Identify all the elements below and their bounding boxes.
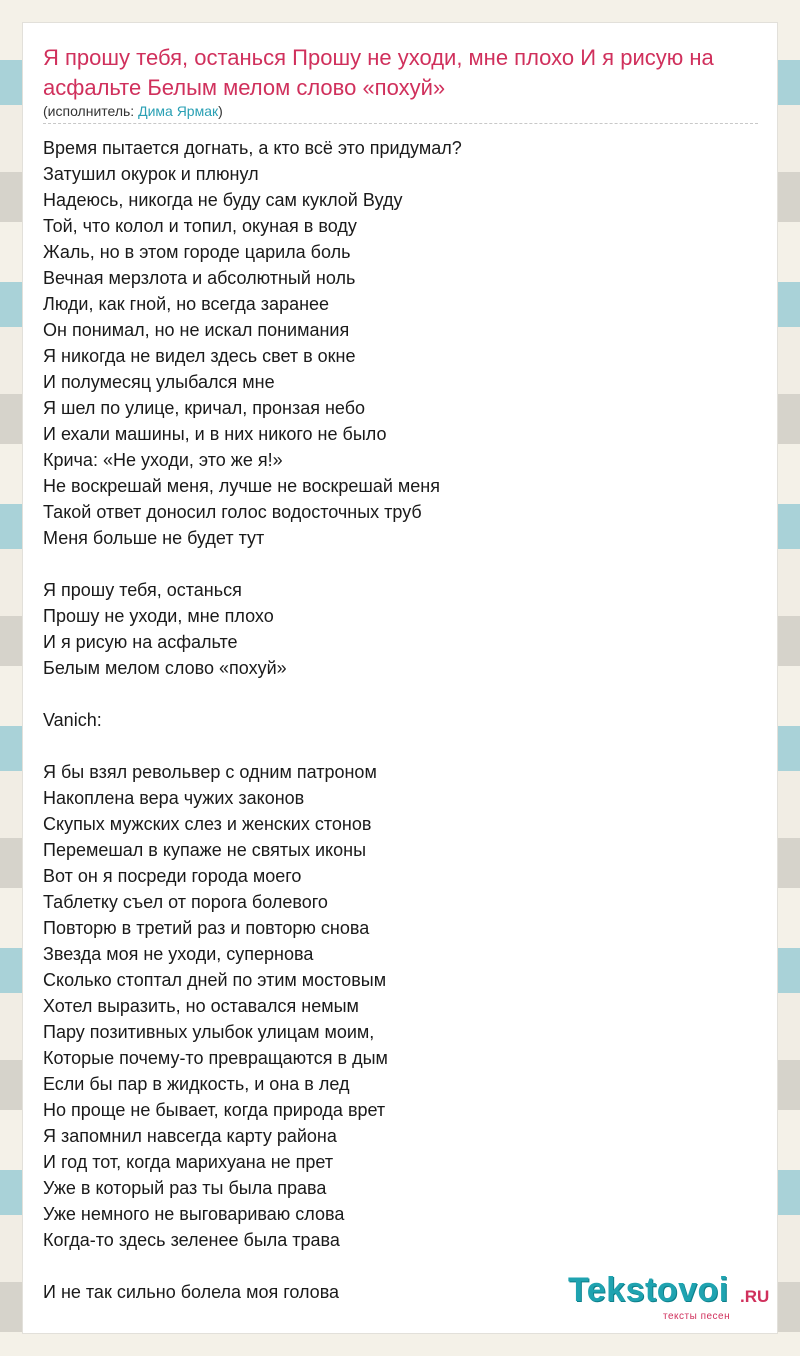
- artist-line: [43, 103, 758, 124]
- content-card: [22, 22, 778, 1334]
- lyric-line: Вот он я посреди города моего: [43, 866, 302, 886]
- lyric-line: Повторю в третий раз и повторю снова: [43, 918, 370, 938]
- lyric-line: И я рисую на асфальте: [43, 632, 238, 652]
- logo-domain: .RU: [740, 1287, 770, 1306]
- artist-prefix: (исполнитель:: [43, 103, 139, 119]
- lyric-line: Надеюсь, никогда не буду сам куклой Вуду: [43, 190, 403, 210]
- lyric-line: Таблетку съел от порога болевого: [43, 892, 328, 912]
- lyric-line: Перемешал в купаже не святых иконы: [43, 840, 367, 860]
- lyric-line: Я бы взял револьвер с одним патроном: [43, 762, 377, 782]
- lyric-line: Пару позитивных улыбок улицам моим,: [43, 1022, 375, 1042]
- lyric-line: И ехали машины, и в них никого не было: [43, 424, 387, 444]
- lyric-line: Уже немного не выговариваю слова: [43, 1204, 345, 1224]
- lyric-line: Крича: «Не уходи, это же я!»: [43, 450, 283, 470]
- lyric-line: Скупых мужских слез и женских стонов: [43, 814, 372, 834]
- lyric-line: Люди, как гной, но всегда заранее: [43, 294, 330, 314]
- artist-suffix: ): [218, 103, 223, 119]
- lyric-line: Накоплена вера чужих законов: [43, 788, 305, 808]
- lyric-line: [43, 551, 753, 577]
- site-logo[interactable]: [568, 1271, 778, 1321]
- lyric-line: Сколько стоптал дней по этим мостовым: [43, 970, 387, 990]
- lyric-line: Когда-то здесь зеленее была трава: [43, 1230, 340, 1250]
- page-title: Я прошу тебя, останься Прошу не уходи, мне плохо И я рисую на асфальте Белым мелом слово «похуй»: [43, 45, 714, 100]
- lyric-line: И год тот, когда марихуана не прет: [43, 1152, 334, 1172]
- lyrics-body: [43, 135, 753, 1305]
- lyric-line: Прошу не уходи, мне плохо: [43, 606, 274, 626]
- lyric-line: Если бы пар в жидкость, и она в лед: [43, 1074, 350, 1094]
- lyric-line: Жаль, но в этом городе царила боль: [43, 242, 351, 262]
- lyric-line: И полумесяц улыбался мне: [43, 372, 275, 392]
- lyric-line: Он понимал, но не искал понимания: [43, 320, 350, 340]
- lyric-line: Меня больше не будет тут: [43, 528, 265, 548]
- lyric-line: [43, 681, 753, 707]
- lyric-line: Не воскрешай меня, лучше не воскрешай меня: [43, 476, 440, 496]
- lyric-line: Вечная мерзлота и абсолютный ноль: [43, 268, 356, 288]
- lyric-line: Я запомнил навсегда карту района: [43, 1126, 337, 1146]
- lyric-line: Время пытается догнать, а кто всё это придумал?: [43, 138, 462, 158]
- lyric-line: Хотел выразить, но оставался немым: [43, 996, 359, 1016]
- lyric-line: Которые почему-то превращаются в дым: [43, 1048, 388, 1068]
- lyric-line: Белым мелом слово «похуй»: [43, 658, 287, 678]
- lyric-line: Но проще не бывает, когда природа врет: [43, 1100, 386, 1120]
- lyric-line: Той, что колол и топил, окуная в воду: [43, 216, 357, 236]
- lyric-line: И не так сильно болела моя голова: [43, 1282, 340, 1302]
- lyric-line: Звезда моя не уходи, супернова: [43, 944, 314, 964]
- lyric-line: Vanich:: [43, 710, 102, 730]
- logo-wordmark: Tekstovoi: [568, 1271, 729, 1309]
- lyric-line: [43, 733, 753, 759]
- lyric-line: Затушил окурок и плюнул: [43, 164, 259, 184]
- lyric-line: Я прошу тебя, останься: [43, 580, 242, 600]
- lyric-line: Я никогда не видел здесь свет в окне: [43, 346, 356, 366]
- logo-tagline: тексты песен: [663, 1311, 731, 1322]
- lyric-line: Такой ответ доносил голос водосточных труб: [43, 502, 422, 522]
- lyric-line: Я шел по улице, кричал, пронзая небо: [43, 398, 366, 418]
- lyric-line: Уже в который раз ты была права: [43, 1178, 327, 1198]
- artist-link[interactable]: Дима Ярмак: [138, 103, 219, 119]
